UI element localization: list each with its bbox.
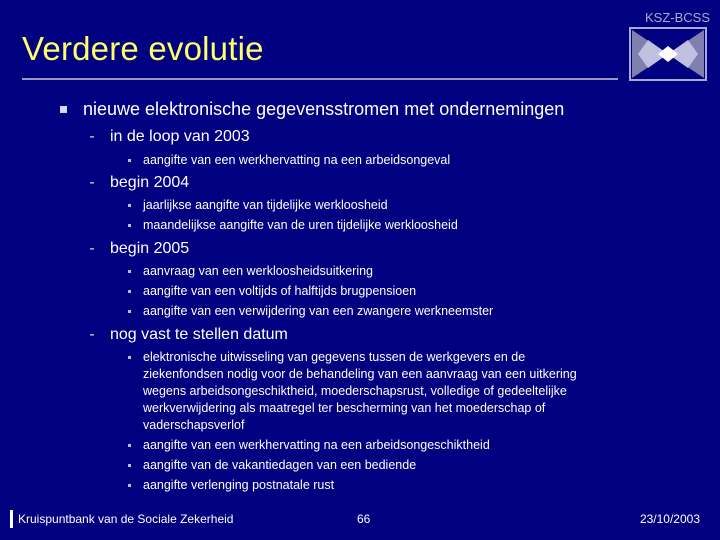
dash-bullet-icon: - — [89, 128, 95, 145]
square-bullet-icon — [60, 106, 67, 113]
list-item-text: aangifte van de vakantiedagen van een bediende — [143, 458, 417, 472]
list-item — [128, 437, 603, 454]
group-heading — [88, 326, 288, 344]
dot-bullet-icon — [128, 204, 131, 207]
dot-bullet-icon — [128, 484, 131, 487]
group-heading-text: nog vast te stellen datum — [110, 326, 288, 343]
main-bullet — [60, 99, 564, 120]
list-item-text: aanvraag van een werkloosheidsuitkering — [143, 264, 374, 278]
group-heading — [88, 174, 189, 192]
list-item-text: aangifte van een werkhervatting na een arbeidsongeschiktheid — [143, 438, 490, 452]
dot-bullet-icon — [128, 356, 131, 359]
dash-bullet-icon: - — [89, 174, 95, 191]
dash-bullet-icon: - — [89, 326, 95, 343]
list-item — [128, 457, 603, 474]
list-item-text: aangifte van een werkhervatting na een arbeidsongeval — [143, 153, 451, 167]
list-item — [128, 197, 603, 214]
list-item — [128, 217, 603, 234]
list-item-text: maandelijkse aangifte van de uren tijdelijke werkloosheid — [143, 218, 458, 232]
list-item — [128, 303, 603, 320]
dot-bullet-icon — [128, 444, 131, 447]
footer-date: 23/10/2003 — [639, 512, 700, 526]
list-item — [128, 477, 603, 494]
list-item — [128, 263, 603, 280]
dot-bullet-icon — [128, 270, 131, 273]
page-number: 66 — [357, 512, 371, 526]
list-item — [128, 349, 603, 434]
list-item-text: aangifte verlenging postnatale rust — [143, 478, 335, 492]
list-item — [128, 283, 603, 300]
page-title: Verdere evolutie — [22, 30, 264, 67]
dot-bullet-icon — [128, 224, 131, 227]
title-divider — [22, 78, 618, 80]
dot-bullet-icon — [128, 159, 131, 162]
list-item-text: aangifte van een verwijdering van een zwangere werkneemster — [143, 304, 494, 318]
dash-bullet-icon: - — [89, 240, 95, 257]
group-heading — [88, 240, 189, 258]
group-heading-text: begin 2004 — [110, 174, 190, 191]
group-heading-text: begin 2005 — [110, 240, 190, 257]
list-item-text: aangifte van een voltijds of halftijds brugpensioen — [143, 284, 417, 298]
group-heading-text: in de loop van 2003 — [110, 128, 250, 145]
dot-bullet-icon — [128, 310, 131, 313]
footer-organization: Kruispuntbank van de Sociale Zekerheid — [18, 512, 234, 526]
list-item — [128, 152, 603, 169]
main-bullet-text: nieuwe elektronische gegevensstromen met ondernemingen — [83, 99, 565, 119]
footer-accent-bar — [10, 510, 13, 528]
list-item-text: jaarlijkse aangifte van tijdelijke werkloosheid — [143, 198, 388, 212]
list-item-text: elektronische uitwisseling van gegevens tussen de werkgevers en de ziekenfondsen nodig voor de behandeling van een aanvraag van een uitkering wegens arbeidsongeschiktheid, moederschapsrust, volledige of gedeeltelijke werkverwijdering als maatregel ter bescherming van het moederschap of vaderschapsverlof — [143, 350, 577, 432]
group-heading — [88, 128, 250, 146]
dot-bullet-icon — [128, 290, 131, 293]
logo-icon — [628, 26, 708, 82]
dot-bullet-icon — [128, 464, 131, 467]
logo-text: KSZ-BCSS — [644, 10, 710, 25]
